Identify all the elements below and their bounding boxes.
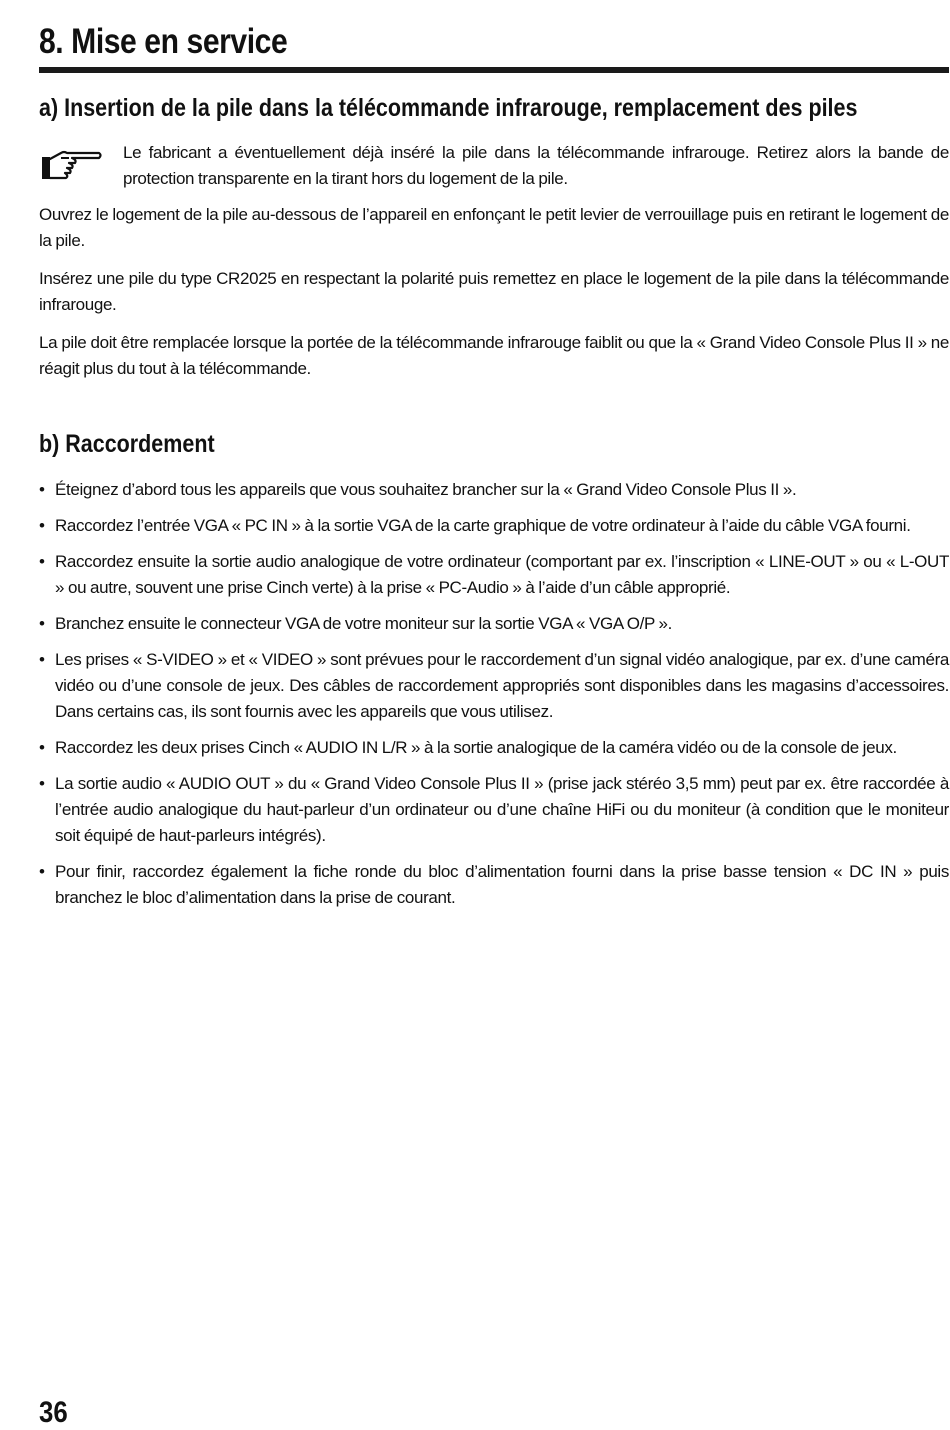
bullet-icon: • xyxy=(39,862,45,881)
paragraph-insert-battery: Insérez une pile du type CR2025 en respectant la polarité puis remettez en place le logement de la pile dans la télécommande infrarouge. xyxy=(39,269,949,314)
bullet-icon: • xyxy=(39,516,45,535)
paragraph-replace-battery: La pile doit être remplacée lorsque la portée de la télécommande infrarouge faiblit ou que la « Grand Video Console Plus II » ne réagit plus du tout à la télécommande. xyxy=(39,333,949,378)
note-block xyxy=(39,140,949,192)
list-item xyxy=(39,549,949,601)
bullet-icon: • xyxy=(39,774,45,793)
section-b-title: b) Raccordement xyxy=(39,430,215,458)
paragraph-open-battery: Ouvrez le logement de la pile au-dessous de l’appareil en enfonçant le petit levier de verrouillage puis en retirant le logement de la pile. xyxy=(39,205,949,250)
list-item xyxy=(39,513,949,539)
list-item-text: Raccordez l’entrée VGA « PC IN » à la sortie VGA de la carte graphique de votre ordinateur à l’aide du câble VGA fourni. xyxy=(55,516,911,535)
list-item-text: Les prises « S-VIDEO » et « VIDEO » sont prévues pour le raccordement d’un signal vidéo analogique, par ex. d’une caméra vidéo ou d’une console de jeux. Des câbles de raccordement appropriés sont disponibles dans les magasins d’accessoires. Dans certains cas, ils sont fournis avec les appareils que vous utilisez. xyxy=(55,650,949,721)
list-item xyxy=(39,477,949,503)
bullet-icon: • xyxy=(39,650,45,669)
bullet-icon: • xyxy=(39,552,45,571)
note-text: Le fabricant a éventuellement déjà inséré la pile dans la télécommande infrarouge. Retirez alors la bande de protection transparente en la tirant hors du logement de la pile. xyxy=(123,143,949,188)
section-a-title: a) Insertion de la pile dans la télécommande infrarouge, remplacement des piles xyxy=(39,94,858,122)
list-item xyxy=(39,735,949,761)
list-item xyxy=(39,647,949,725)
chapter-rule xyxy=(39,67,949,73)
connection-steps-list xyxy=(39,477,949,921)
chapter-title: 8. Mise en service xyxy=(39,22,288,61)
page-number: 36 xyxy=(39,1396,68,1429)
bullet-icon: • xyxy=(39,738,45,757)
list-item xyxy=(39,859,949,911)
list-item-text: La sortie audio « AUDIO OUT » du « Grand Video Console Plus II » (prise jack stéréo 3,5 mm) peut par ex. être raccordée à l’entrée audio analogique du haut-parleur d’un ordinateur ou d’une chaîne HiFi ou du moniteur (à condition que le moniteur soit équipé de haut-parleurs intégrés). xyxy=(55,774,949,845)
list-item-text: Branchez ensuite le connecteur VGA de votre moniteur sur la sortie VGA « VGA O/P ». xyxy=(55,614,673,633)
list-item xyxy=(39,611,949,637)
list-item xyxy=(39,771,949,849)
bullet-icon: • xyxy=(39,614,45,633)
list-item-text: Éteignez d’abord tous les appareils que vous souhaitez brancher sur la « Grand Video Console Plus II ». xyxy=(55,480,797,499)
pointing-hand-icon xyxy=(39,148,103,182)
list-item-text: Raccordez les deux prises Cinch « AUDIO IN L/R » à la sortie analogique de la caméra vidéo ou de la console de jeux. xyxy=(55,738,897,757)
list-item-text: Raccordez ensuite la sortie audio analogique de votre ordinateur (comportant par ex. l’inscription « LINE-OUT » ou « L-OUT » ou autre, souvent une prise Cinch verte) à la prise « PC-Audio » à l’aide d’un câble approprié. xyxy=(55,552,949,597)
bullet-icon: • xyxy=(39,480,45,499)
list-item-text: Pour finir, raccordez également la fiche ronde du bloc d’alimentation fourni dans la prise basse tension « DC IN » puis branchez le bloc d’alimentation dans la prise de courant. xyxy=(55,862,949,907)
